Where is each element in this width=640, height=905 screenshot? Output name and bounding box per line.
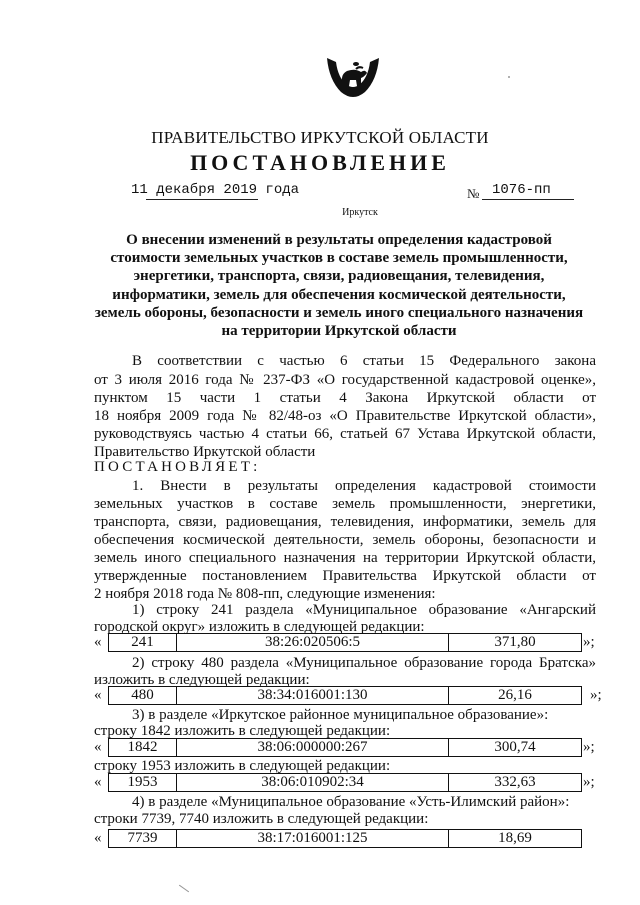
preamble-line: пунктом 15 части 1 статьи 4 Закона Иркутской области от xyxy=(94,390,596,406)
subitem-line: 3) в разделе «Иркутское районное муниципальное образование»: xyxy=(132,707,549,723)
row-number-cell: 1842 xyxy=(109,739,177,756)
preamble-line: Правительство Иркутской области xyxy=(94,444,316,460)
document-date: 11 декабря 2019 года xyxy=(131,182,300,198)
number-underline xyxy=(482,199,574,200)
quote-open: « xyxy=(94,687,102,703)
subitem-line: 4) в разделе «Муниципальное образование «Усть-Илимский район»: xyxy=(132,794,570,810)
item-line: обеспечения космической деятельности, земель обороны, безопасности и xyxy=(94,532,596,548)
heading-line: О внесении изменений в результаты определения кадастровой xyxy=(126,232,552,248)
value-cell: 26,16 xyxy=(498,687,532,703)
scan-speck xyxy=(508,76,510,78)
cadastral-number-cell: 38:26:020506:5 xyxy=(177,634,449,651)
resolves-heading: ПОСТАНОВЛЯЕТ: xyxy=(94,459,261,475)
item-line: 1. Внести в результаты определения кадастровой стоимости xyxy=(132,478,596,494)
subitem-line: городской округ» изложить в следующей редакции: xyxy=(94,619,425,635)
item-line: утвержденные постановлением Правительства Иркутской области от xyxy=(94,568,596,584)
coat-of-arms-emblem xyxy=(321,52,385,104)
preamble-line: В соответствии с частью 6 статьи 15 Федерального закона xyxy=(132,353,596,369)
preamble-line: руководствуясь частью 4 статьи 66, статьей 67 Устава Иркутской области, xyxy=(94,426,596,442)
quote-close: »; xyxy=(583,739,595,755)
quote-open: « xyxy=(94,774,102,790)
preamble-line: от 3 июля 2016 года № 237-ФЗ «О государственной кадастровой оценке», xyxy=(94,372,596,388)
quote-open: « xyxy=(94,739,102,755)
number-sign: № xyxy=(467,186,480,201)
subitem-line: строки 7739, 7740 изложить в следующей редакции: xyxy=(94,811,429,827)
table-row xyxy=(108,829,582,848)
date-underline xyxy=(146,199,258,200)
row-number-cell: 1953 xyxy=(109,774,177,791)
quote-close: »; xyxy=(583,774,595,790)
quote-close: »; xyxy=(590,687,602,703)
item-line: земельных участков в составе земель промышленности, энергетики, xyxy=(94,496,596,512)
value-cell: 18,69 xyxy=(498,830,532,846)
heading-line: на территории Иркутской области xyxy=(221,323,457,340)
cadastral-number-cell: 38:34:016001:130 xyxy=(177,687,449,704)
value-cell: 300,74 xyxy=(494,739,536,755)
row-number-cell: 241 xyxy=(109,634,177,651)
heading-line: информатики, земель для обеспечения космической деятельности, xyxy=(112,286,566,303)
value-cell: 371,80 xyxy=(494,634,536,650)
subitem-line: строку 1953 изложить в следующей редакции: xyxy=(94,758,391,774)
cadastral-number-cell: 38:17:016001:125 xyxy=(177,830,449,847)
subitem-line: 2) строку 480 раздела «Муниципальное образование города Братска» xyxy=(132,655,596,671)
table-row xyxy=(108,738,582,757)
quote-open: « xyxy=(94,830,102,846)
preamble-line: 18 ноября 2009 года № 82/48-оз «О Правительстве Иркутской области», xyxy=(94,408,596,424)
subitem-line: изложить в следующей редакции: xyxy=(94,672,310,688)
subitem-line: 1) строку 241 раздела «Муниципальное образование «Ангарский xyxy=(132,602,596,618)
subitem-line: строку 1842 изложить в следующей редакции: xyxy=(94,723,391,739)
document-type-title: ПОСТАНОВЛЕНИЕ xyxy=(190,150,450,175)
government-name: ПРАВИТЕЛЬСТВО ИРКУТСКОЙ ОБЛАСТИ xyxy=(151,128,489,147)
heading-line: стоимости земельных участков в составе земель промышленности, xyxy=(110,250,568,267)
quote-open: « xyxy=(94,634,102,650)
value-cell: 332,63 xyxy=(494,774,536,790)
item-line: земель иного специального назначения на территории Иркутской области, xyxy=(94,550,596,566)
table-row xyxy=(108,686,582,705)
cadastral-number-cell: 38:06:000000:267 xyxy=(177,739,449,756)
table-row xyxy=(108,773,582,792)
quote-close: »; xyxy=(583,634,595,650)
row-number-cell: 7739 xyxy=(109,830,177,847)
heading-line: энергетики, транспорта, связи, радиовещания, телевидения, xyxy=(133,268,545,285)
row-number-cell: 480 xyxy=(109,687,177,704)
table-row xyxy=(108,633,582,652)
item-line: транспорта, связи, радиовещания, телевидения, информатики, земель для xyxy=(94,514,596,530)
item-line: 2 ноября 2018 года № 808-пп, следующие изменения: xyxy=(94,586,436,602)
cadastral-number-cell: 38:06:010902:34 xyxy=(177,774,449,791)
scan-speck xyxy=(179,885,189,893)
heading-line: земель обороны, безопасности и земель иного специального назначения xyxy=(94,304,584,321)
document-heading xyxy=(90,231,588,340)
city-label: Иркутск xyxy=(342,207,378,218)
document-number: 1076-пп xyxy=(492,182,551,198)
